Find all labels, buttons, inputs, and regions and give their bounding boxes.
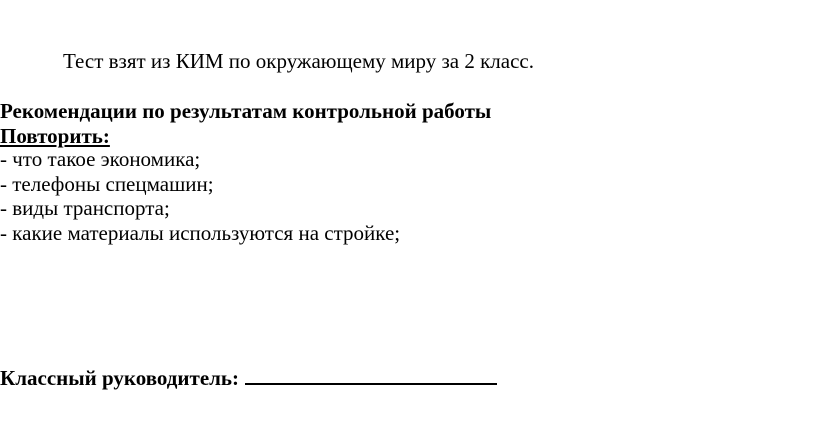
list-item: - какие материалы используются на стройке;	[0, 220, 401, 245]
list-item: - виды транспорта;	[0, 196, 170, 220]
teacher-label: Классный руководитель:	[0, 366, 240, 390]
repeat-heading: Повторить:	[0, 124, 110, 148]
list-item: - что такое экономика;	[0, 147, 201, 171]
list-item: - телефоны спецмашин;	[0, 171, 214, 196]
repeat-list	[0, 147, 400, 245]
recommendations-heading: Рекомендации по результатам контрольной работы	[0, 99, 492, 123]
signature-line	[245, 364, 497, 385]
teacher-signature-row	[0, 364, 497, 390]
intro-text: Тест взят из КИМ по окружающему миру за 2 класс.	[63, 49, 534, 73]
